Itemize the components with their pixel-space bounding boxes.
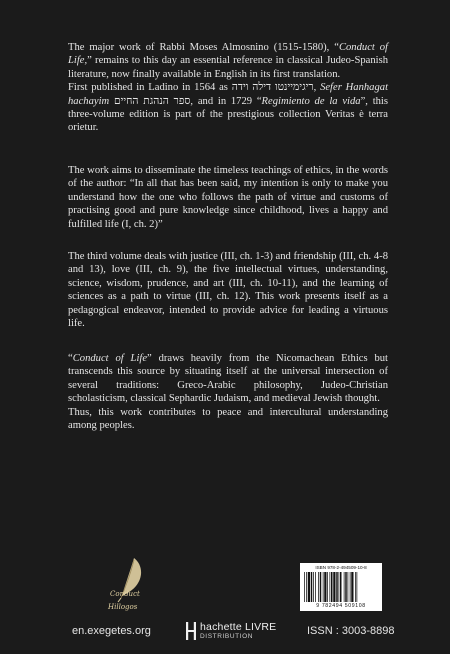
text-span: The major work of Rabbi Moses Almosnino (1515-1580), bbox=[68, 42, 335, 53]
text-span: draws heavily from the Nicomachean Ethics but transcends this source by situating itself at the universal intersection of several traditions: Greco-Arabic philosophy, Judeo-Christian scholasticism, classical Sephardic Judaism, and medieval Jewish thought. bbox=[68, 353, 389, 405]
book-title: Conduct of Life, bbox=[68, 42, 388, 67]
barcode-bar bbox=[318, 572, 319, 602]
book-title: Conduct of Life bbox=[72, 353, 148, 364]
barcode-bar bbox=[355, 572, 356, 602]
text-span: First published in Ladino in 1564 as bbox=[68, 82, 232, 94]
text-span: remains to this day an essential reference in classical Judeo-Spanish literature, now finally available in English in its first translation. bbox=[68, 55, 388, 80]
paragraph-sources bbox=[68, 352, 388, 432]
quote-mark: “ bbox=[68, 353, 73, 364]
barcode-bar bbox=[330, 572, 331, 602]
barcode-bar bbox=[339, 572, 340, 602]
publisher-logo bbox=[186, 621, 286, 643]
barcode bbox=[300, 563, 382, 611]
barcode-bar bbox=[345, 572, 347, 602]
barcode-bar bbox=[350, 572, 351, 602]
hachette-mark-icon bbox=[186, 622, 196, 640]
barcode-bar bbox=[340, 572, 342, 602]
barcode-bar bbox=[324, 572, 326, 602]
text-span: , this three-volume edition is part of the prestigious collection Veritas è terra orietur. bbox=[68, 95, 389, 134]
barcode-bar bbox=[333, 572, 335, 602]
quote-mark: “ bbox=[334, 42, 339, 53]
hebrew-title: ספר הנהגת החיים bbox=[113, 95, 191, 107]
publisher-subtitle: DISTRIBUTION bbox=[200, 633, 254, 640]
paragraph-text: The third volume deals with justice (III, ch. 1-3) and friendship (III, ch. 4-8 and 13), love (III, ch. 9), the five intellectual virtues, understanding, science, wisdom, prudence, and art (III, ch. 10-11), and the learning of sciences as a path to virtue (III, ch. 12). This work presents itself as a pedagogical endeavor, intended to provide advice for leading a virtuous life. bbox=[68, 251, 388, 330]
barcode-bar bbox=[348, 572, 349, 602]
barcode-bar bbox=[351, 572, 353, 602]
website-link[interactable]: en.exegetes.org bbox=[72, 625, 151, 637]
barcode-bar bbox=[331, 572, 333, 602]
barcode-bar bbox=[327, 572, 328, 602]
transliterated-title: Sefer Hanhagat hachayim bbox=[68, 82, 389, 107]
barcode-bar bbox=[320, 572, 322, 602]
logo-text: Hillogos bbox=[108, 603, 138, 611]
barcode-bar bbox=[304, 572, 305, 602]
paragraph-volume bbox=[68, 250, 388, 330]
quill-logo-icon bbox=[104, 556, 152, 618]
quote-mark: “ bbox=[256, 95, 262, 107]
barcode-bar bbox=[311, 572, 313, 602]
ladino-title: Regimiento de la vida bbox=[261, 95, 361, 107]
barcode-bar bbox=[344, 572, 345, 602]
isbn-label: ISBN 978-2-494509-10-8 bbox=[315, 565, 367, 570]
barcode-bar bbox=[313, 572, 314, 602]
paragraph-text: Thus, this work contributes to peace and intercultural understanding among peoples. bbox=[68, 406, 388, 432]
barcode-bar bbox=[308, 572, 310, 602]
barcode-bar bbox=[306, 572, 307, 602]
quote-mark: ” bbox=[147, 353, 152, 364]
quote-mark: ” bbox=[87, 55, 92, 67]
text-span: , bbox=[313, 82, 321, 94]
barcode-bars-icon bbox=[304, 572, 378, 602]
barcode-number: 9 782494 509108 bbox=[316, 603, 366, 609]
paragraph-intro bbox=[68, 41, 388, 135]
publisher-name: hachette LIVRE bbox=[200, 621, 277, 633]
logo-text: Conduct bbox=[110, 590, 140, 598]
barcode-bar bbox=[357, 572, 358, 602]
barcode-bar bbox=[336, 572, 338, 602]
text-span: , and in 1729 bbox=[190, 95, 257, 107]
barcode-bar bbox=[315, 572, 316, 602]
paragraph-text: The work aims to disseminate the timeless teachings of ethics, in the words of the author: “In all that has been said, my intention is only to make you understand how the one who follows the path of virtue and customs of practising good and pure knowledge since childhood, lives a happy and fulfilled life (I, ch. 2)” bbox=[68, 165, 388, 230]
quote-mark: ” bbox=[360, 95, 366, 107]
barcode-bar bbox=[323, 572, 324, 602]
paragraph-aims bbox=[68, 164, 388, 231]
hebrew-title: ריגימיינטו דילה וידה bbox=[231, 82, 314, 94]
issn-number: ISSN : 3003-8898 bbox=[307, 625, 395, 637]
